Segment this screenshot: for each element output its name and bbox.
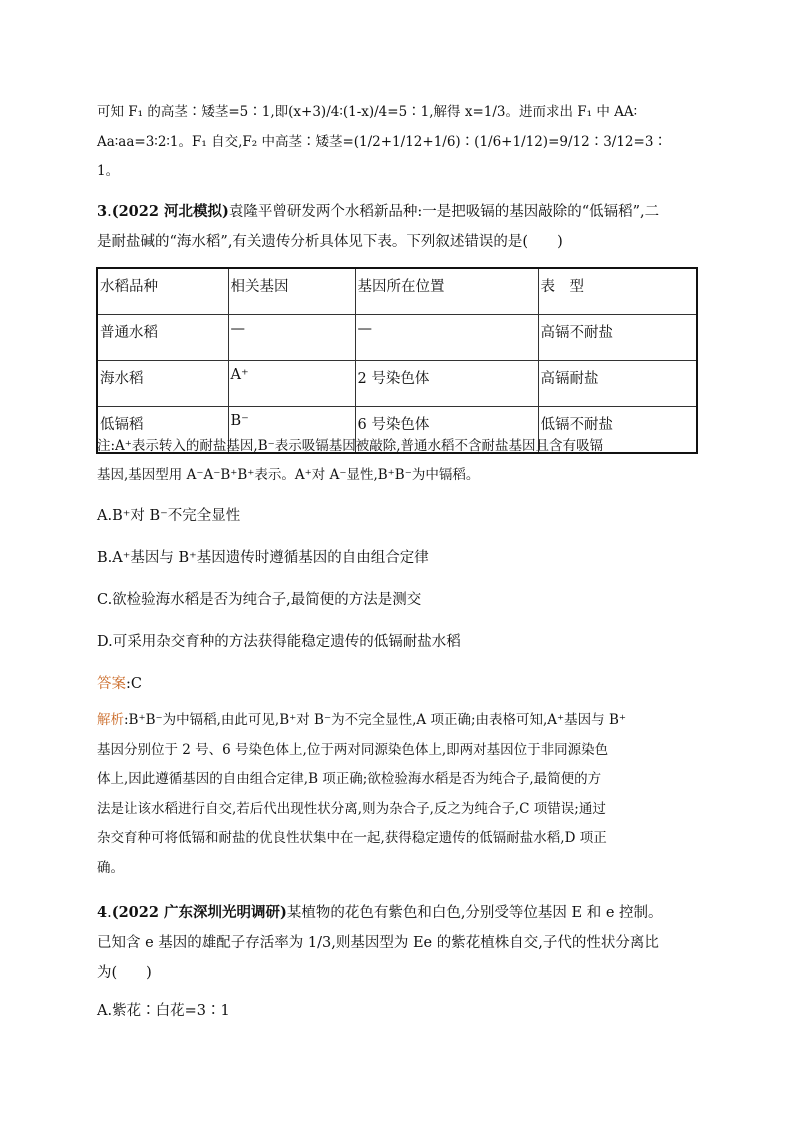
option-a: A.B⁺对 B⁻不完全显性 — [97, 508, 241, 524]
prev-solution-line-3: 1。 — [97, 163, 120, 179]
table-cell: 6 号染色体 — [355, 407, 538, 454]
analysis — [97, 706, 697, 883]
table-cell: B⁻ — [228, 407, 355, 454]
question-3-line-1: 3.(2022 河北模拟)袁隆平曾研发两个水稻新品种:一是把吸镉的基因敲除的“低镉稻”,二 — [97, 203, 660, 220]
answer-label: 答案 — [97, 676, 126, 692]
prev-solution-line-1: 可知 F₁ 的高茎∶矮茎=5∶1,即(x+3)/4∶(1-x)/4=5∶1,解得 x=1/3。进而求出 F₁ 中 AA∶ — [97, 104, 638, 120]
table-cell: 高镉不耐盐 — [538, 315, 697, 361]
question-text: 袁隆平曾研发两个水稻新品种:一是把吸镉的基因敲除的“低镉稻”,二 — [228, 204, 660, 220]
table-header: 相关基因 — [228, 268, 355, 315]
previous-solution — [97, 98, 697, 187]
question-number: 4 — [97, 904, 108, 921]
table-header: 水稻品种 — [97, 268, 228, 315]
prev-solution-line-2: Aa∶aa=3∶2∶1。F₁ 自交,F₂ 中高茎∶矮茎=(1/2+1/12+1/6)∶(1/6+1/12)=9/12∶3/12=3∶ — [97, 133, 667, 150]
q4-option-a: A.紫花∶白花=3∶1 — [97, 1003, 230, 1019]
table-cell: 低镉不耐盐 — [538, 407, 697, 454]
question-3-stem — [97, 197, 697, 257]
question-4-line-2: 已知含 e 基因的雄配子存活率为 1/3,则基因型为 Ee 的紫花植株自交,子代的性状分离比 — [97, 935, 659, 951]
analysis-line-2: 基因分别位于 2 号、6 号染色体上,位于两对同源染色体上,即两对基因位于非同源染色 — [97, 741, 609, 758]
table-cell: 海水稻 — [97, 361, 228, 407]
table-cell: — — [228, 315, 355, 361]
question-4-line-3: 为( ) — [97, 965, 152, 981]
gene-table — [96, 267, 698, 454]
note-line-2: 基因,基因型用 A⁻A⁻B⁺B⁺表示。A⁺对 A⁻显性,B⁺B⁻为中镉稻。 — [97, 467, 480, 483]
question-text: 某植物的花色有紫色和白色,分别受等位基因 E 和 e 控制。 — [286, 905, 663, 921]
analysis-line-5: 杂交育种可将低镉和耐盐的优良性状集中在一起,获得稳定遗传的低镉耐盐水稻,D 项正 — [97, 830, 607, 846]
table-cell: 2 号染色体 — [355, 361, 538, 407]
analysis-text: :B⁺B⁻为中镉稻,由此可见,B⁺对 B⁻为不完全显性,A 项正确;由表格可知,A⁺基因与 B⁺ — [124, 712, 626, 728]
question-3-line-2: 是耐盐碱的“海水稻”,有关遗传分析具体见下表。下列叙述错误的是( ) — [97, 234, 563, 250]
table-header-row — [97, 268, 697, 315]
analysis-line-4: 法是让该水稻进行自交,若后代出现性状分离,则为杂合子,反之为纯合子,C 项错误;通过 — [97, 800, 606, 817]
note-line-1: 注:A⁺表示转入的耐盐基因,B⁻表示吸镉基因被敲除,普通水稻不含耐盐基因且含有吸镉 — [97, 438, 604, 454]
table-cell: 普通水稻 — [97, 315, 228, 361]
question-4-stem — [97, 898, 697, 988]
question-4-line-1: 4.(2022 广东深圳光明调研)某植物的花色有紫色和白色,分别受等位基因 E 和 e 控制。 — [97, 904, 663, 921]
option-c: C.欲检验海水稻是否为纯合子,最简便的方法是测交 — [97, 592, 422, 608]
answer — [97, 673, 142, 695]
analysis-line-1 — [97, 706, 697, 736]
question-source: (2022 广东深圳光明调研) — [111, 904, 287, 921]
table-cell: — — [355, 315, 538, 361]
table-header: 表 型 — [538, 268, 697, 315]
answer-value: :C — [126, 676, 142, 692]
analysis-line-6: 确。 — [97, 859, 124, 876]
table-header: 基因所在位置 — [355, 268, 538, 315]
analysis-line-3: 体上,因此遵循基因的自由组合定律,B 项正确;欲检验海水稻是否为纯合子,最简便的方 — [97, 771, 602, 787]
question-source: (2022 河北模拟) — [111, 203, 229, 220]
question-number: 3 — [97, 203, 108, 220]
analysis-label: 解析 — [97, 712, 124, 728]
option-d: D.可采用杂交育种的方法获得能稳定遗传的低镉耐盐水稻 — [97, 634, 461, 650]
option-b: B.A⁺基因与 B⁺基因遗传时遵循基因的自由组合定律 — [97, 550, 429, 566]
table-note — [97, 432, 697, 490]
table-cell: A⁺ — [228, 361, 355, 407]
table-cell: 高镉耐盐 — [538, 361, 697, 407]
table-cell: 低镉稻 — [97, 407, 228, 454]
table-row — [97, 361, 697, 407]
table-row — [97, 315, 697, 361]
